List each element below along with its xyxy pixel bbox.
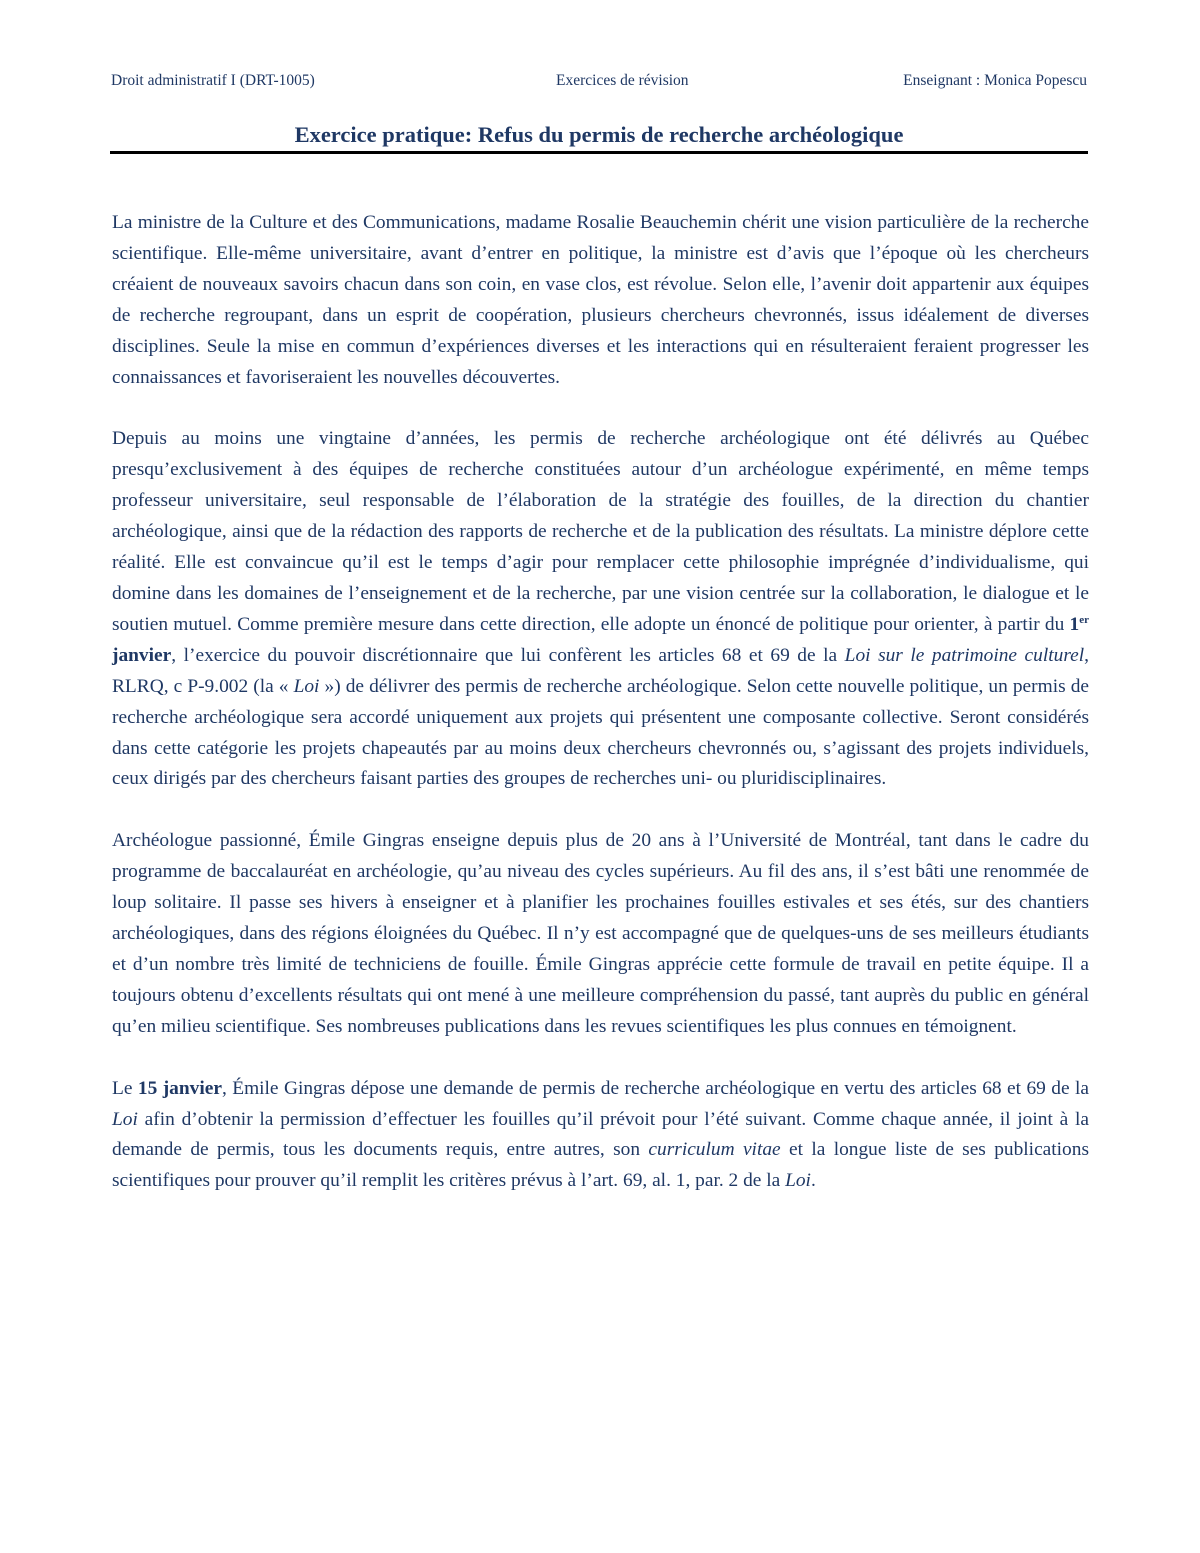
paragraph-2-text-d: ») de délivrer des permis de recherche archéologique. Selon cette nouvelle politique, un permis de recherche archéologique sera accordé uniquement aux projets qui présentent une composante collective. Seront considérés dans cette catégorie les projets chapeautés par au moins deux chercheurs chevronnés ou, s’agissant des projets individuels, ceux dirigés par des chercheurs faisant parties des groupes de recherches uni- ou pluridisciplinaires. — [112, 675, 1089, 790]
policy-date-ordinal: er — [1079, 613, 1089, 626]
paragraph-2 — [112, 424, 1089, 795]
law-title: Loi sur le patrimoine culturel — [844, 644, 1085, 666]
paragraph-1: La ministre de la Culture et des Communications, madame Rosalie Beauchemin chérit une vision particulière de la recherche scientifique. Elle-même universitaire, avant d’entrer en politique, la ministre est d’avis que l’époque où les chercheurs créaient de nouveaux savoirs chacun dans son coin, en vase clos, est révolue. Selon elle, l’avenir doit appartenir aux équipes de recherche regroupant, dans un esprit de coopération, plusieurs chercheurs chevronnés, issus idéalement de diverses disciplines. Seule la mise en commun d’expériences diverses et les interactions qui en résulteraient feraient progresser les connaissances et favoriseraient les nouvelles découvertes. — [112, 212, 1089, 388]
paragraph-2-text-c: , RLRQ, c P-9.002 (la « — [112, 644, 1089, 697]
paragraph-4-text-a: Le — [112, 1077, 138, 1099]
document-title: Exercice pratique: Refus du permis de recherche archéologique — [294, 122, 904, 147]
paragraph-2-text-a: Depuis au moins une vingtaine d’années, les permis de recherche archéologique ont été délivrés au Québec presqu’exclusivement à des équipes de recherche constituées autour d’un archéologue expérimenté, en même temps professeur universitaire, seul responsable de l’élaboration de la stratégie des fouilles, de la direction du chantier archéologique, ainsi que de la rédaction des rapports de recherche et de la publication des résultats. La ministre déplore cette réalité. Elle est convaincue qu’il est le temps d’agir pour remplacer cette philosophie imprégnée d’individualisme, qui domine dans les domaines de l’enseignement et de la recherche, par une vision centrée sur la collaboration, le dialogue et le soutien mutuel. Comme première mesure dans cette direction, elle adopte un énoncé de politique pour orienter, à partir du — [112, 428, 1089, 635]
paragraph-4-text-c: afin d’obtenir la permission d’effectuer les fouilles qu’il prévoit pour l’été suivant. Comme chaque année, il joint à la demande de permis, tous les documents requis, entre autres, son — [112, 1108, 1089, 1161]
law-short-name: Loi — [785, 1170, 811, 1192]
policy-date-day: 1 — [1069, 613, 1080, 635]
paragraph-4-text-b: , Émile Gingras dépose une demande de permis de recherche archéologique en vertu des articles 68 et 69 de la — [221, 1077, 1089, 1099]
law-short-name: Loi — [112, 1108, 138, 1130]
title-underline — [110, 151, 1088, 154]
request-date: 15 janvier — [137, 1077, 222, 1099]
policy-date-month: janvier — [112, 644, 172, 666]
document-body — [112, 208, 1089, 1228]
header-teacher: Enseignant : Monica Popescu — [903, 72, 1087, 89]
paragraph-4-text-d: et la longue liste de ses publications scientifiques pour prouver qu’il remplit les critères prévus à l’art. 69, al. 1, par. 2 de la — [112, 1139, 1089, 1192]
curriculum-vitae-term: curriculum vitae — [648, 1139, 781, 1161]
law-short-name: Loi — [293, 675, 320, 697]
paragraph-3: Archéologue passionné, Émile Gingras enseigne depuis plus de 20 ans à l’Université de Montréal, tant dans le cadre du programme de baccalauréat en archéologie, qu’au niveau des cycles supérieurs. Au fil des ans, il s’est bâti une renommée de loup solitaire. Il passe ses hivers à enseigner et à planifier les prochaines fouilles estivales et ses étés, sur des chantiers archéologiques, dans des régions éloignées du Québec. Il n’y est accompagné que de quelques-uns de ses meilleurs étudiants et d’un nombre très limité de techniciens de fouille. Émile Gingras apprécie cette formule de travail en petite équipe. Il a toujours obtenu d’excellents résultats qui ont mené à une meilleure compréhension du passé, tant auprès du public en général qu’en milieu scientifique. Ses nombreuses publications dans les revues scientifiques les plus connues en témoignent. — [112, 830, 1089, 1037]
page-header — [111, 72, 1087, 96]
header-section: Exercices de révision — [556, 72, 689, 89]
paragraph-4 — [112, 1074, 1089, 1198]
paragraph-4-text-e: . — [810, 1170, 816, 1192]
header-course: Droit administratif I (DRT-1005) — [111, 72, 315, 89]
paragraph-2-text-b: , l’exercice du pouvoir discrétionnaire que lui confèrent les articles 68 et 69 de la — [171, 644, 845, 666]
